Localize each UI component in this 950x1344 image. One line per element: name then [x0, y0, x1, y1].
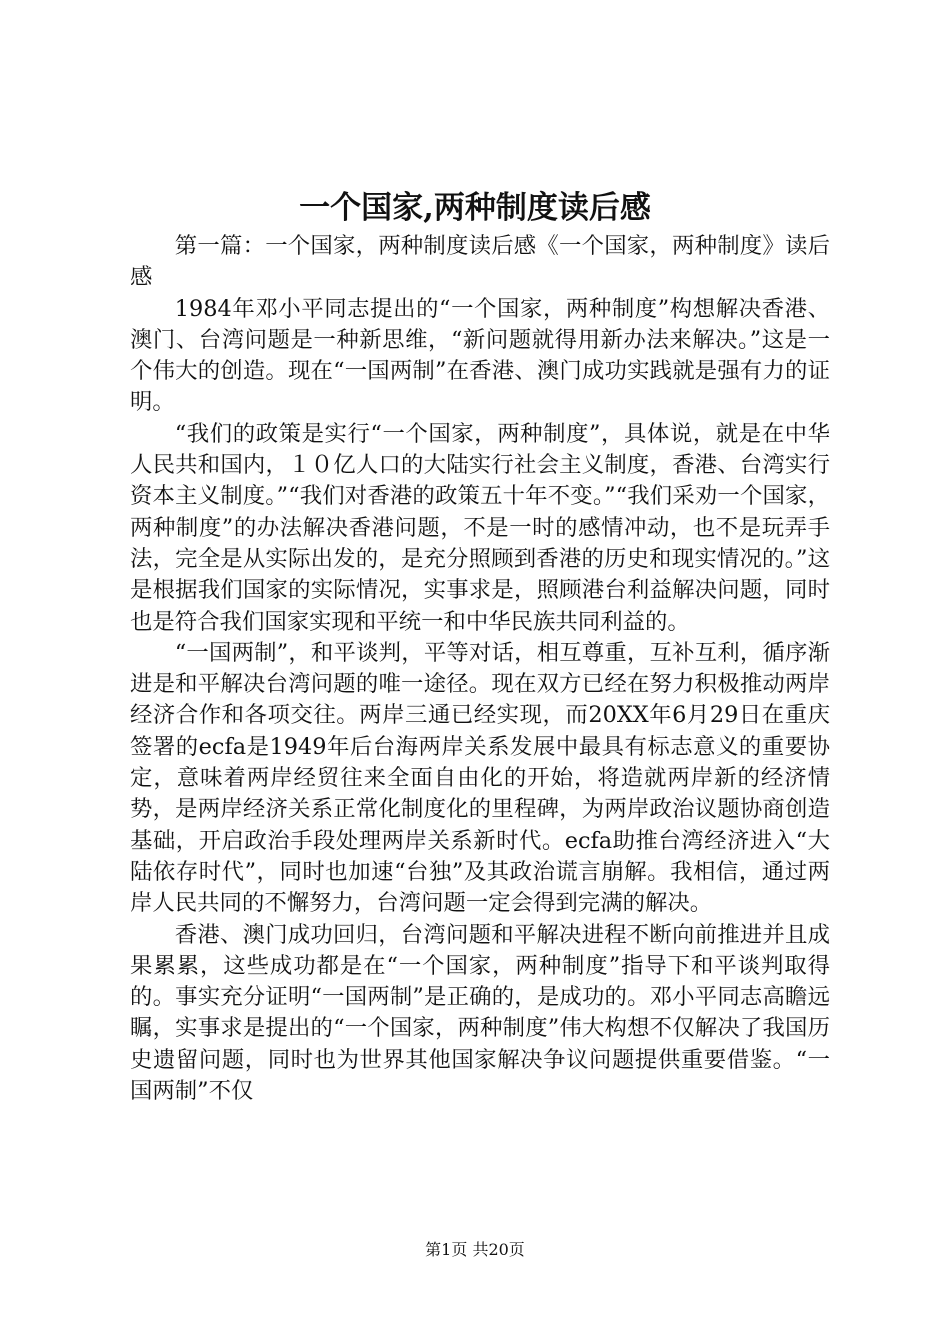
paragraph-2: 1984年邓小平同志提出的“一个国家，两种制度”构想解决香港、澳门、台湾问题是一种新思维，“新问题就得用新办法来解决。”这是一个伟大的创造。现在“一国两制”在香港、澳门成功实践就是强有力的证明。: [130, 295, 830, 416]
document-title: 一个国家,两种制度读后感: [299, 190, 651, 226]
page-footer: 第1页 共20页: [425, 1240, 525, 1259]
paragraph-4: “一国两制”，和平谈判，平等对话，相互尊重，互补互利，循序渐进是和平解决台湾问题的唯一途径。现在双方已经在努力积极推动两岸经济合作和各项交往。两岸三通已经实现，而20XX年6月29日在重庆签署的ecfa是1949年后台海两岸关系发展中最具有标志意义的重要协定，意味着两岸经贸往来全面自由化的开始，将造就两岸新的经济情势，是两岸经济关系正常化制度化的里程碑，为两岸政治议题协商创造基础，开启政治手段处理两岸关系新时代。ecfa助推台湾经济进入“大陆依存时代”，同时也加速“台独”及其政治谎言崩解。我相信，通过两岸人民共同的不懈努力，台湾问题一定会得到完满的解决。: [130, 639, 830, 917]
paragraph-5: 香港、澳门成功回归，台湾问题和平解决进程不断向前推进并且成果累累，这些成功都是在“一个国家，两种制度”指导下和平谈判取得的。事实充分证明“一国两制”是正确的，是成功的。邓小平同志高瞻远瞩，实事求是提出的“一个国家，两种制度”伟大构想不仅解决了我国历史遗留问题，同时也为世界其他国家解决争议问题提供重要借鉴。“一国两制”不仅: [130, 921, 830, 1105]
paragraph-1: 第一篇：一个国家，两种制度读后感《一个国家，两种制度》读后感: [130, 233, 830, 291]
document-body: [130, 231, 830, 1107]
paragraph-3: “我们的政策是实行“一个国家，两种制度”，具体说，就是在中华人民共和国内，１０亿人口的大陆实行社会主义制度，香港、台湾实行资本主义制度。”“我们对香港的政策五十年不变。”“我们采劝一个国家，两种制度”的办法解决香港问题，不是一时的感情冲动，也不是玩弄手法，完全是从实际出发的，是充分照顾到香港的历史和现实情况的。”这是根据我们国家的实际情况，实事求是，照顾港台利益解决问题，同时也是符合我们国家实现和平统一和中华民族共同利益的。: [130, 420, 830, 635]
